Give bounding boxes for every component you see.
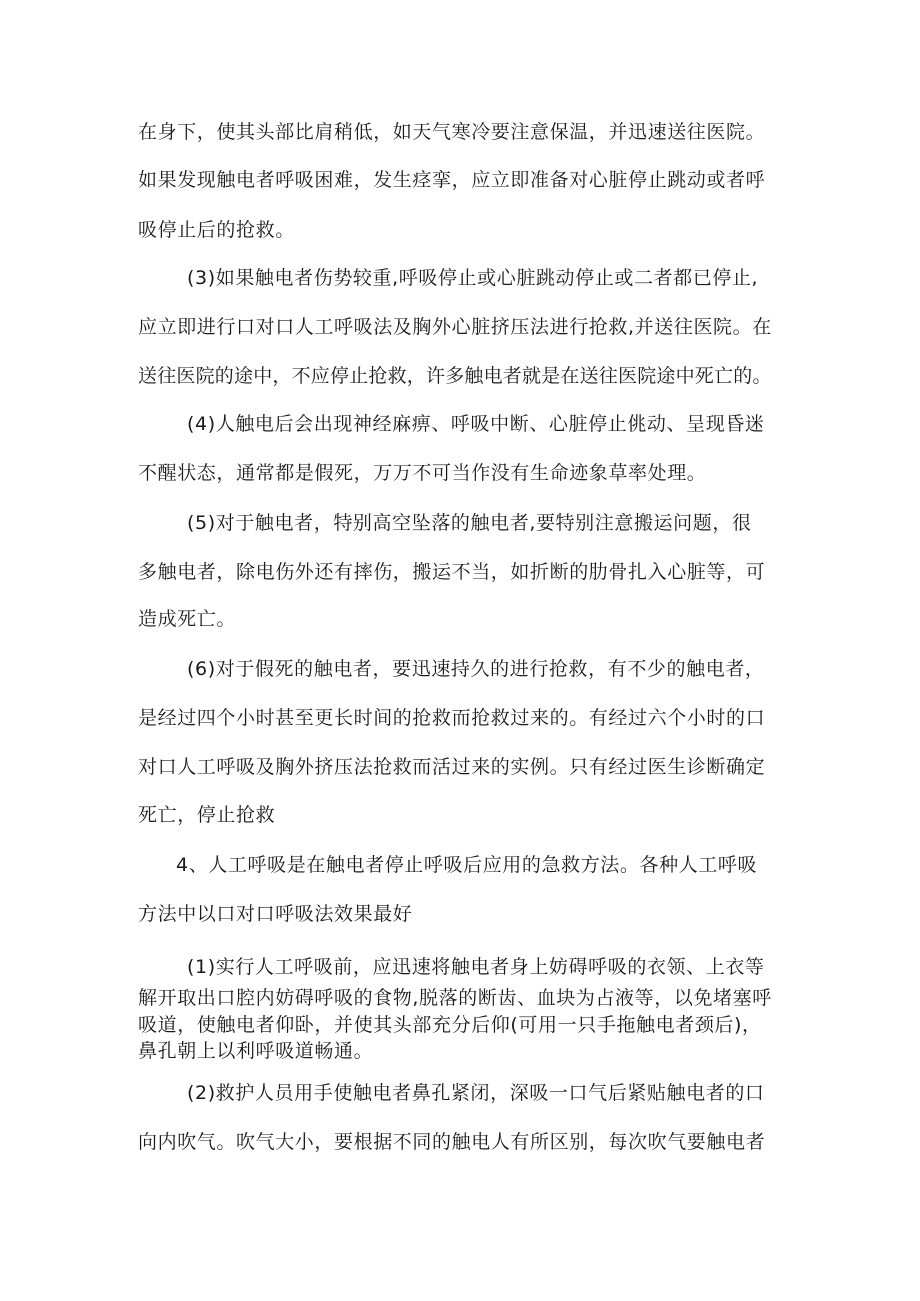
text-line: 造成死亡。 <box>138 608 237 630</box>
text-line: 是经过四个小时甚至更长时间的抢救而抢救过来的。有经过六个小时的口 <box>138 707 766 729</box>
text-line: 鼻孔朝上以利呼吸道畅通。 <box>138 1040 374 1062</box>
text-line: (4)人触电后会出现神经麻痹、呼吸中断、心脏停止佻动、呈现昏迷 <box>187 413 765 435</box>
text-line: 方法中以口对口呼吸法效果最好 <box>138 903 413 925</box>
text-line: 吸停止后的抢救。 <box>138 219 295 241</box>
text-line: 解开取出口腔内妨碍呼吸的食物,脱落的断齿、血块为占液等，以免堵塞呼 <box>138 987 772 1009</box>
text-line: 吸道，使触电者仰卧，并使其头部充分后仰(可用一只手拖触电者颈后)， <box>138 1014 762 1036</box>
text-line: 不醒状态，通常都是假死，万万不可当作没有生命迹象草率处理。 <box>138 462 707 484</box>
text-line: (6)对于假死的触电者，要迅速持久的进行抢救，有不少的触电者， <box>187 658 765 680</box>
text-line: (5)对于触电者，特别高空坠落的触电者,要特别注意搬运问题，很 <box>187 512 752 534</box>
text-line: 死亡，停止抢救 <box>138 804 276 826</box>
text-line: (3)如果触电者伤势较重,呼吸停止或心脏跳动停止或二者都已停止, <box>187 267 759 289</box>
text-line: 如果发现触电者呼吸困难，发生痉挛，应立即准备对心脏停止跳动或者呼 <box>138 169 766 191</box>
text-line: 多触电者，除电伤外还有摔伤，搬运不当，如折断的肋骨扎入心脏等，可 <box>138 561 766 583</box>
text-line: 在身下，使其头部比肩稍低，如天气寒冷要注意保温，并迅速送往医院。 <box>138 121 766 143</box>
text-line: (1)实行人工呼吸前，应迅速将触电者身上妨碍呼吸的衣领、上衣等 <box>187 956 765 978</box>
text-line: 4、人工呼吸是在触电者停止呼吸后应用的急救方法。各种人工呼吸 <box>176 854 758 876</box>
text-line: 送往医院的途中，不应停止抢救，许多触电者就是在送往医院途中死亡的。 <box>138 365 772 387</box>
text-line: 向内吹气。吹气大小，要根据不同的触电人有所区别，每次吹气要触电者 <box>138 1131 766 1153</box>
text-line: (2)救护人员用手使触电者鼻孔紧闭，深吸一口气后紧贴触电者的口 <box>187 1082 765 1104</box>
text-line: 对口人工呼吸及胸外挤压法抢救而活过来的实例。只有经过医生诊断确定 <box>138 756 766 778</box>
text-line: 应立即进行口对口人工呼吸法及胸外心脏挤压法进行抢救,并送往医院。在 <box>138 316 772 338</box>
